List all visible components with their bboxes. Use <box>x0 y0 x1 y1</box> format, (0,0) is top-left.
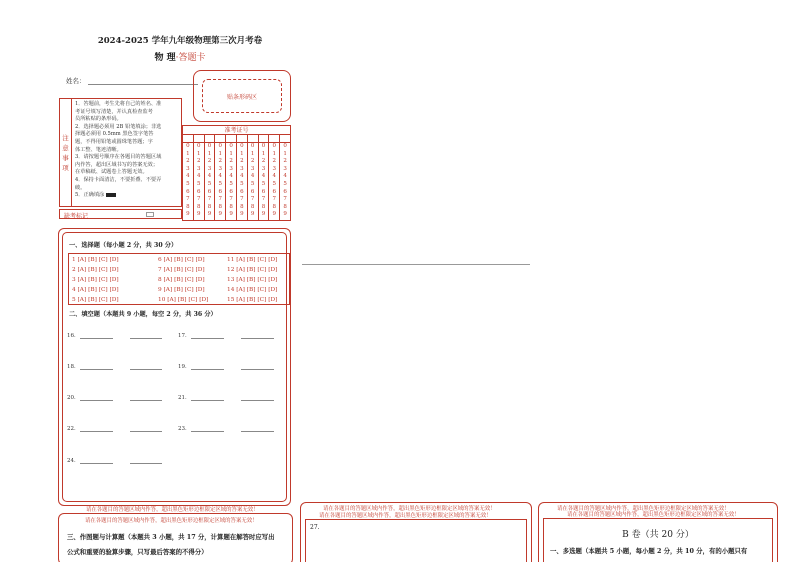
id-digit-bubble[interactable]: 2 <box>261 158 266 165</box>
id-digit-bubble[interactable]: 1 <box>283 150 287 157</box>
notice-line: 员所粘贴的条形码。 <box>75 116 122 123</box>
id-digit-column <box>215 135 226 220</box>
id-digit-bubble[interactable]: 5 <box>186 180 190 187</box>
notice-line: 1．答题前，考生先将自己的姓名、准 <box>75 101 162 107</box>
fill-blank-line[interactable] <box>241 338 274 339</box>
id-digit-bubble[interactable]: 0 <box>261 143 266 149</box>
id-digit-bubble[interactable]: 7 <box>283 196 287 203</box>
id-digit-bubble[interactable]: 7 <box>240 196 244 203</box>
notice-char: 注 <box>62 133 69 142</box>
id-digit-bubble[interactable]: 4 <box>218 173 223 180</box>
fill-blank-line[interactable] <box>80 400 113 401</box>
id-digit-bubble[interactable]: 3 <box>261 165 266 172</box>
out-of-bounds-warning: 请在各题目的答题区域内作答，超出黑色矩形边框限定区域的答案无效！ <box>319 513 492 519</box>
out-of-bounds-warning: 请在各题目的答题区域内作答，超出黑色矩形边框限定区域的答案无效！ <box>557 506 730 512</box>
id-digit-bubble[interactable]: 2 <box>272 158 277 165</box>
fill-blank-line[interactable] <box>130 338 162 339</box>
fill-blank-number: 23． <box>178 426 191 432</box>
id-digit-column <box>237 135 248 220</box>
barcode-area <box>193 70 291 122</box>
fill-blank-line[interactable] <box>241 431 274 432</box>
id-columns <box>183 135 290 220</box>
b-volume-title: B 卷（共 20 分） <box>622 530 694 540</box>
fill-sample-mark <box>106 193 116 197</box>
subject-label: 物 理 <box>154 53 176 63</box>
notice-line: 2．选择题必须用 2B 铅笔填涂；非选 <box>75 123 162 130</box>
id-digit-bubble[interactable]: 0 <box>218 143 223 149</box>
id-digit-bubble[interactable]: 1 <box>186 150 190 157</box>
section1-title: 一、选择题（每小题 2 分，共 30 分） <box>69 242 178 249</box>
paper-title: 2024-2025 学年九年级物理第三次月考卷 <box>97 36 263 46</box>
id-digit-bubble[interactable]: 3 <box>229 165 233 172</box>
id-digit-column <box>226 135 237 220</box>
id-digit-bubble[interactable]: 6 <box>207 188 212 195</box>
section3-title: 三、作图题与计算题（本题共 3 小题，共 17 分，计算题在解答时应写出 <box>67 533 275 541</box>
fill-blank-line[interactable] <box>80 463 113 464</box>
b-volume-line1: 一、多选题（本题共 5 小题，每小题 2 分，共 10 分，有的小题只有 <box>550 547 748 555</box>
id-digit-bubble[interactable]: 4 <box>283 173 287 180</box>
choice-row[interactable]: 7 [A] [B] [C] [D] <box>158 267 205 273</box>
id-digit-bubble[interactable]: 0 <box>207 143 212 149</box>
id-digit-bubble[interactable]: 3 <box>196 165 201 172</box>
divider-line <box>302 264 530 265</box>
id-write-cell[interactable] <box>183 135 193 143</box>
fill-blank-line[interactable] <box>241 369 274 370</box>
id-digit-bubble[interactable]: 5 <box>207 180 212 187</box>
notice-line: 体工整、笔迹清晰。 <box>75 146 122 153</box>
id-digit-bubble[interactable]: 0 <box>250 143 255 149</box>
notice-line: 在草稿纸、试题卷上答题无效。 <box>75 169 148 176</box>
id-digit-column <box>280 135 290 220</box>
id-digit-bubble[interactable]: 3 <box>207 165 212 172</box>
choice-row[interactable]: 11 [A] [B] [C] [D] <box>227 257 278 263</box>
id-digit-bubble[interactable]: 5 <box>250 180 255 187</box>
id-digit-bubble[interactable]: 1 <box>240 150 244 157</box>
id-number-title: 准考证号 <box>183 126 290 135</box>
fill-blank-line[interactable] <box>130 400 162 401</box>
id-digit-bubble[interactable]: 8 <box>196 203 201 210</box>
id-digit-bubble[interactable]: 6 <box>250 188 255 195</box>
id-digit-bubble[interactable]: 8 <box>207 203 212 210</box>
id-digit-bubble[interactable]: 3 <box>218 165 223 172</box>
id-digit-bubble[interactable]: 7 <box>218 196 223 203</box>
id-digit-bubble[interactable]: 9 <box>186 211 190 218</box>
id-digit-bubble[interactable]: 4 <box>186 173 190 180</box>
id-digit-bubble[interactable]: 2 <box>229 158 233 165</box>
card-label: ·答题卡 <box>175 53 206 63</box>
id-digit-bubble[interactable]: 4 <box>207 173 212 180</box>
id-digit-bubble[interactable]: 2 <box>250 158 255 165</box>
fill-blank-line[interactable] <box>80 338 113 339</box>
id-digit-bubble[interactable]: 5 <box>240 180 244 187</box>
notice-line: 破。 <box>75 184 86 191</box>
b-volume-area <box>538 502 778 562</box>
b-volume-box <box>543 518 773 562</box>
fill-blank-line[interactable] <box>130 431 162 432</box>
id-digit-bubble[interactable]: 1 <box>272 150 277 157</box>
fill-blank-number: 19． <box>178 364 191 370</box>
id-digit-bubble[interactable]: 0 <box>283 143 287 149</box>
id-digit-bubble[interactable]: 7 <box>207 196 212 203</box>
fill-sample-row <box>75 192 179 200</box>
id-digit-bubble[interactable]: 7 <box>272 196 277 203</box>
id-digit-bubble[interactable]: 3 <box>272 165 277 172</box>
fill-blank-line[interactable] <box>130 369 162 370</box>
id-digit-bubble[interactable]: 5 <box>218 180 223 187</box>
choice-row[interactable]: 1 [A] [B] [C] [D] <box>72 257 119 263</box>
id-write-cell[interactable] <box>194 135 204 143</box>
fill-blank-number: 21． <box>178 395 191 401</box>
choice-row[interactable]: 13 [A] [B] [C] [D] <box>227 277 278 283</box>
id-digit-bubble[interactable]: 8 <box>272 203 277 210</box>
id-digit-bubble[interactable]: 8 <box>218 203 223 210</box>
id-digit-column <box>205 135 216 220</box>
id-digit-bubble[interactable]: 2 <box>186 158 190 165</box>
notice-char: 项 <box>62 163 69 172</box>
missing-label: 缺考标记 <box>64 213 89 220</box>
name-field[interactable] <box>88 84 198 85</box>
id-write-cell[interactable] <box>226 135 236 143</box>
id-digit-bubble[interactable]: 9 <box>250 211 255 218</box>
notice-label <box>60 99 72 206</box>
section-a-inner <box>62 232 287 502</box>
section-c <box>58 513 293 562</box>
id-digit-bubble[interactable]: 7 <box>250 196 255 203</box>
id-digit-bubble[interactable]: 9 <box>283 211 287 218</box>
id-write-cell[interactable] <box>215 135 225 143</box>
section3-title-line2: 公式和重要的验算步骤，只写最后答案的不得分） <box>67 548 208 556</box>
id-digit-bubble[interactable]: 0 <box>196 143 201 149</box>
id-digit-bubble[interactable]: 3 <box>240 165 244 172</box>
fill-blank-number: 22． <box>67 426 80 432</box>
id-digit-bubble[interactable]: 9 <box>240 211 244 218</box>
id-digit-bubble[interactable]: 6 <box>283 188 287 195</box>
id-digit-bubble[interactable]: 4 <box>240 173 244 180</box>
notice-box <box>59 98 182 207</box>
fill-blank-number: 16． <box>67 333 80 339</box>
id-digit-bubble[interactable]: 1 <box>250 150 255 157</box>
fill-blank-line[interactable] <box>241 400 274 401</box>
choice-row[interactable]: 4 [A] [B] [C] [D] <box>72 287 119 293</box>
id-digit-bubble[interactable]: 5 <box>229 180 233 187</box>
id-digit-bubble[interactable]: 9 <box>196 211 201 218</box>
id-digit-bubble[interactable]: 6 <box>186 188 190 195</box>
notice-char: 事 <box>62 153 69 162</box>
id-digit-bubble[interactable]: 1 <box>218 150 223 157</box>
missing-checkbox[interactable] <box>146 212 154 217</box>
question-27-number: 27. <box>310 524 320 531</box>
notice-text <box>75 101 179 200</box>
id-digit-bubble[interactable]: 4 <box>196 173 201 180</box>
fill-blank-line[interactable] <box>80 369 113 370</box>
answer-box-27[interactable] <box>305 519 527 562</box>
fill-blank-line[interactable] <box>130 463 162 464</box>
id-digit-bubble[interactable]: 6 <box>218 188 223 195</box>
answer-area-27 <box>300 502 532 562</box>
name-row <box>66 76 198 85</box>
choice-row[interactable]: 14 [A] [B] [C] [D] <box>227 287 278 293</box>
id-digit-bubble[interactable]: 6 <box>240 188 244 195</box>
id-number-grid <box>182 125 291 221</box>
id-digit-bubble[interactable]: 9 <box>207 211 212 218</box>
id-digit-bubble[interactable]: 6 <box>272 188 277 195</box>
section2-title: 二、填空题（本题共 9 小题，每空 2 分，共 36 分） <box>69 311 217 318</box>
choice-row[interactable]: 9 [A] [B] [C] [D] <box>158 287 205 293</box>
section-a <box>58 228 291 506</box>
id-digit-bubble[interactable]: 2 <box>218 158 223 165</box>
id-digit-bubble[interactable]: 9 <box>272 211 277 218</box>
notice-line: 题，不得用铅笔或圆珠笔答题；字 <box>75 138 153 145</box>
id-digit-bubble[interactable]: 7 <box>229 196 233 203</box>
notice-char: 意 <box>62 143 69 152</box>
notice-line: 考证号填写清楚，并认真检查监考 <box>75 108 153 115</box>
fill-sample-label: 5．正确填涂 <box>75 192 105 199</box>
id-digit-bubble[interactable]: 5 <box>272 180 277 187</box>
id-digit-bubble[interactable]: 1 <box>207 150 212 157</box>
fill-blank-number: 20． <box>67 395 80 401</box>
id-digit-bubble[interactable]: 5 <box>283 180 287 187</box>
id-digit-bubble[interactable]: 0 <box>240 143 244 149</box>
id-digit-bubble[interactable]: 7 <box>196 196 201 203</box>
id-digit-bubble[interactable]: 4 <box>272 173 277 180</box>
id-digit-bubble[interactable]: 3 <box>186 165 190 172</box>
id-digit-bubble[interactable]: 1 <box>196 150 201 157</box>
id-digit-bubble[interactable]: 8 <box>186 203 190 210</box>
id-digit-bubble[interactable]: 8 <box>229 203 233 210</box>
id-write-cell[interactable] <box>259 135 269 143</box>
id-digit-column <box>248 135 259 220</box>
id-digit-bubble[interactable]: 2 <box>207 158 212 165</box>
out-of-bounds-warning: 请在各题目的答题区域内作答，超出黑色矩形边框限定区域的答案无效！ <box>85 518 258 524</box>
id-digit-bubble[interactable]: 8 <box>250 203 255 210</box>
choice-row[interactable]: 10 [A] [B] [C] [D] <box>158 297 209 303</box>
notice-line: 3．请按题号顺序在各题目的答题区域 <box>75 154 162 161</box>
id-digit-bubble[interactable]: 9 <box>218 211 223 218</box>
id-digit-bubble[interactable]: 0 <box>186 143 190 149</box>
id-write-cell[interactable] <box>205 135 215 143</box>
id-digit-bubble[interactable]: 9 <box>229 211 233 218</box>
id-digit-bubble[interactable]: 7 <box>261 196 266 203</box>
id-digit-bubble[interactable]: 3 <box>250 165 255 172</box>
fill-blank-line[interactable] <box>191 338 224 339</box>
id-digit-bubble[interactable]: 2 <box>283 158 287 165</box>
id-digit-column <box>183 135 194 220</box>
id-digit-bubble[interactable]: 5 <box>261 180 266 187</box>
out-of-bounds-warning: 请在各题目的答题区域内作答，超出黑色矩形边框限定区域的答案无效！ <box>323 506 496 512</box>
id-digit-bubble[interactable]: 1 <box>229 150 233 157</box>
fill-blank-number: 17． <box>178 333 191 339</box>
choice-row[interactable]: 3 [A] [B] [C] [D] <box>72 277 119 283</box>
notice-line: 内作答，超出区域书写的答案无效； <box>75 161 159 168</box>
choice-row[interactable]: 2 [A] [B] [C] [D] <box>72 267 119 273</box>
id-digit-bubble[interactable]: 0 <box>229 143 233 149</box>
choice-row[interactable]: 8 [A] [B] [C] [D] <box>158 277 205 283</box>
fill-blank-line[interactable] <box>191 369 224 370</box>
id-digit-bubble[interactable]: 2 <box>196 158 201 165</box>
id-digit-bubble[interactable]: 9 <box>261 211 266 218</box>
id-digit-bubble[interactable]: 8 <box>283 203 287 210</box>
id-digit-bubble[interactable]: 6 <box>261 188 266 195</box>
choice-row[interactable]: 6 [A] [B] [C] [D] <box>158 257 205 263</box>
notice-line: 4．保持卡面清洁，不要折叠、不要弄 <box>75 176 162 183</box>
choice-row[interactable]: 5 [A] [B] [C] [D] <box>72 297 119 303</box>
choice-grid <box>68 253 290 305</box>
fill-blank-number: 24． <box>67 458 80 464</box>
fill-blank-line[interactable] <box>191 431 224 432</box>
id-digit-bubble[interactable]: 1 <box>261 150 266 157</box>
id-write-cell[interactable] <box>237 135 247 143</box>
id-digit-bubble[interactable]: 2 <box>240 158 244 165</box>
fill-blank-line[interactable] <box>80 431 113 432</box>
id-digit-bubble[interactable]: 6 <box>229 188 233 195</box>
id-digit-column <box>269 135 280 220</box>
id-digit-bubble[interactable]: 3 <box>283 165 287 172</box>
fill-blank-line[interactable] <box>191 400 224 401</box>
id-write-cell[interactable] <box>269 135 279 143</box>
id-write-cell[interactable] <box>280 135 290 143</box>
id-digit-bubble[interactable]: 8 <box>261 203 266 210</box>
fill-blank-number: 18． <box>67 364 80 370</box>
out-of-bounds-warning: 请在各题目的答题区域内作答，超出黑色矩形边框限定区域的答案无效！ <box>86 507 259 513</box>
notice-line: 择题必须用 0.5mm 黑色签字笔答 <box>75 131 154 138</box>
paper-subtitle <box>60 50 300 63</box>
barcode-label: 贴条形码区 <box>226 93 257 101</box>
name-label: 姓名： <box>66 77 86 85</box>
barcode-inner <box>202 79 282 113</box>
missing-mark-row <box>59 209 182 219</box>
choice-row[interactable]: 15 [A] [B] [C] [D] <box>227 297 278 303</box>
id-digit-bubble[interactable]: 8 <box>240 203 244 210</box>
id-write-cell[interactable] <box>248 135 258 143</box>
id-digit-bubble[interactable]: 6 <box>196 188 201 195</box>
id-digit-bubble[interactable]: 4 <box>261 173 266 180</box>
id-digit-bubble[interactable]: 7 <box>186 196 190 203</box>
id-digit-bubble[interactable]: 4 <box>229 173 233 180</box>
id-digit-column <box>259 135 270 220</box>
id-digit-bubble[interactable]: 5 <box>196 180 201 187</box>
out-of-bounds-warning: 请在各题目的答题区域内作答，超出黑色矩形边框限定区域的答案无效！ <box>567 512 740 518</box>
id-digit-bubble[interactable]: 4 <box>250 173 255 180</box>
id-digit-column <box>194 135 205 220</box>
id-digit-bubble[interactable]: 0 <box>272 143 277 149</box>
choice-row[interactable]: 12 [A] [B] [C] [D] <box>227 267 278 273</box>
